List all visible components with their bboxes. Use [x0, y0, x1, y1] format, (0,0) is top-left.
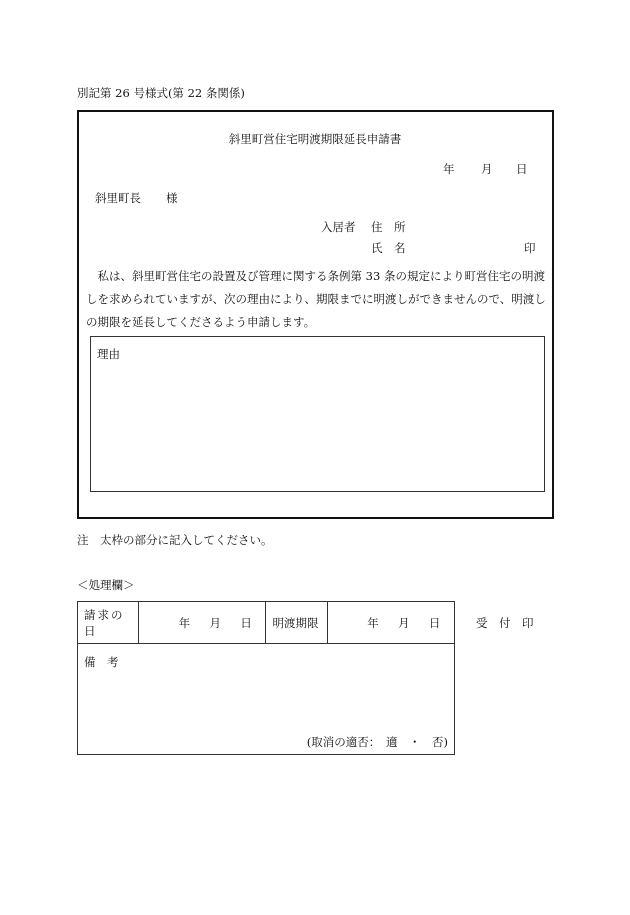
reason-label: 理由 [97, 347, 120, 361]
remarks-label: 備 考 [84, 655, 119, 669]
honorific: 様 [166, 191, 178, 205]
address-label: 住 所 [371, 220, 406, 234]
seal-mark: 印 [524, 241, 536, 255]
statement-text: 私は、斜里町営住宅の設置及び管理に関する条例第 33 条の規定により町営住宅の明渡しを求められていますが、次の理由により、期限までに明渡しができませんので、明渡しの期限を延長してくださるよう申請します。 [86, 269, 546, 329]
deadline-label: 明渡期限 [272, 615, 319, 630]
processing-table [77, 601, 455, 755]
request-date-label: 請求の日 [84, 607, 125, 638]
name-label: 氏 名 [371, 241, 406, 255]
request-date-header [78, 602, 139, 644]
date-year-label: 年 [443, 162, 455, 176]
deadline-cell[interactable] [327, 602, 454, 644]
form-title: 斜里町営住宅明渡期限延長申請書 [228, 132, 402, 146]
date-day-label: 日 [516, 162, 528, 176]
remarks-cell[interactable] [78, 644, 455, 755]
deadline-month-label: 月 [398, 615, 410, 630]
receipt-stamp-label: 受 付 印 [476, 616, 534, 630]
deadline-header [266, 602, 327, 644]
addressee: 斜里町長 [95, 191, 141, 205]
note-text: 注 太枠の部分に記入してください。 [77, 533, 273, 547]
form-number: 別記第 26 号様式(第 22 条関係) [77, 86, 245, 100]
cancel-approval-label: (取消の適否： 適 ・ 否) [306, 735, 448, 749]
deadline-year-label: 年 [367, 615, 379, 630]
processing-section-label: ＜処理欄＞ [77, 578, 135, 592]
request-year-label: 年 [178, 615, 191, 630]
deadline-day-label: 日 [428, 615, 441, 630]
reason-box[interactable] [90, 336, 545, 492]
request-day-label: 日 [240, 615, 252, 630]
request-date-cell[interactable] [139, 602, 266, 644]
application-statement [86, 265, 546, 334]
date-month-label: 月 [481, 162, 493, 176]
request-month-label: 月 [209, 615, 222, 630]
resident-label: 入居者 [321, 220, 356, 234]
